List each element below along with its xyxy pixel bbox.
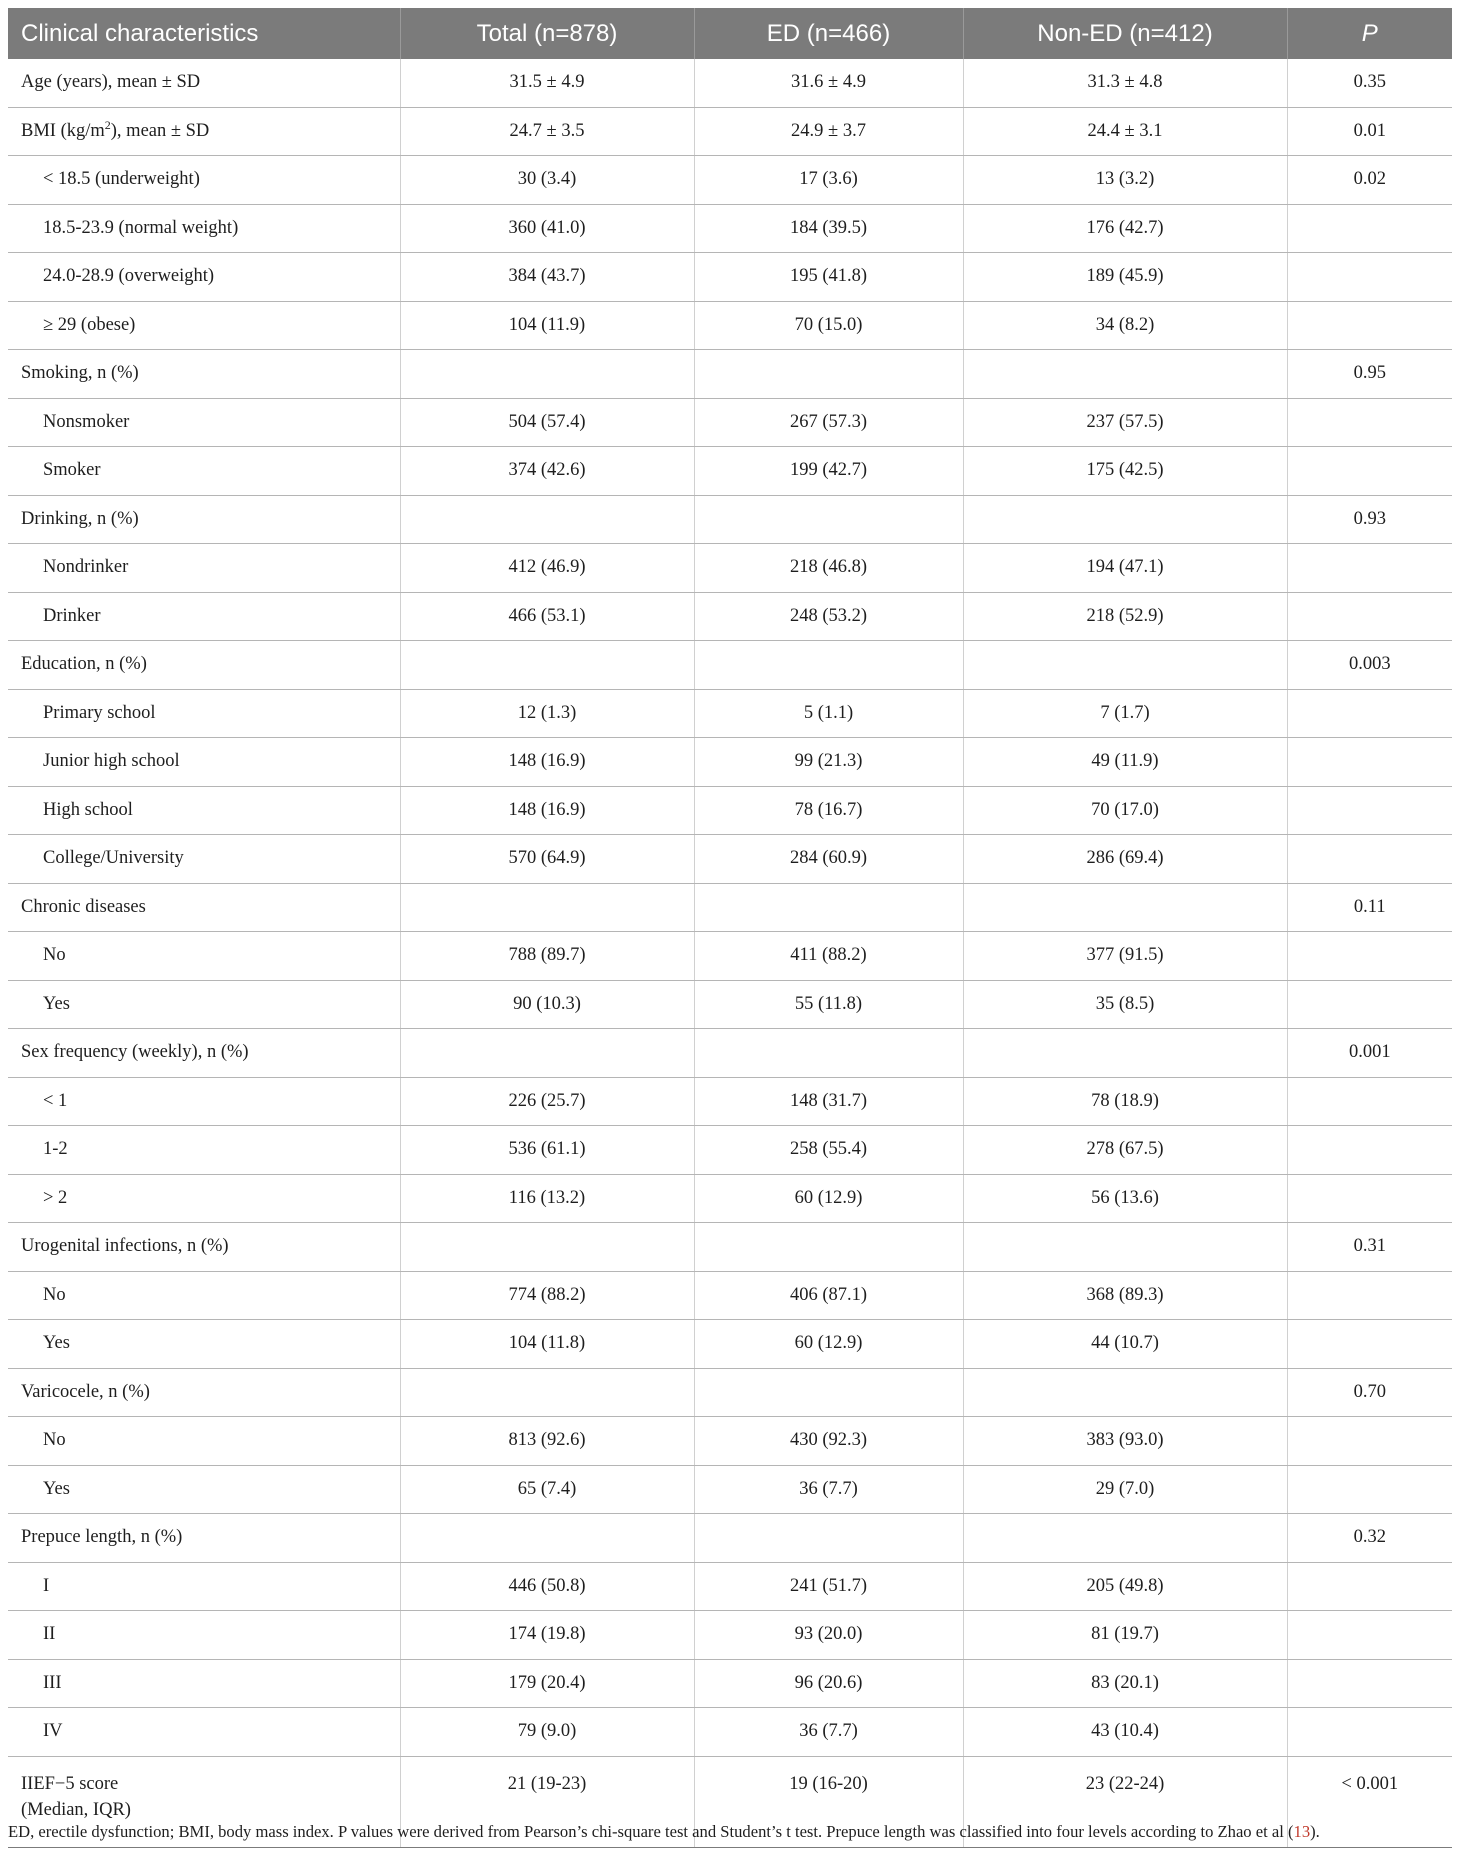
row-label [8,1659,400,1708]
cell-non-ed: 176 (42.7) [963,204,1287,253]
cell-total [400,883,694,932]
cell-non-ed: 34 (8.2) [963,301,1287,350]
row-label-text: > 2 [43,1187,68,1208]
header-ed: ED (n=466) [694,8,963,59]
cell-total: 536 (61.1) [400,1126,694,1175]
cell-total: 65 (7.4) [400,1465,694,1514]
row-label-text: Nonsmoker [43,411,130,432]
row-label [8,1029,400,1078]
row-label [8,1126,400,1175]
cell-total [400,641,694,690]
table-row [8,398,1452,447]
row-label-superscript: 2 [104,117,111,132]
table-row [8,1514,1452,1563]
cell-non-ed: 383 (93.0) [963,1417,1287,1466]
cell-total: 31.5 ± 4.9 [400,59,694,107]
row-label-text: I [43,1575,50,1596]
header-non-ed: Non-ED (n=412) [963,8,1287,59]
table-footnote [8,1822,1458,1842]
cell-p-value: 0.003 [1287,641,1452,690]
table-row [8,1223,1452,1272]
cell-ed [694,1514,963,1563]
table-row [8,1611,1452,1660]
cell-p-value [1287,1126,1452,1175]
row-label [8,1077,400,1126]
cell-non-ed [963,1368,1287,1417]
table-row [8,1320,1452,1369]
clinical-characteristics-table [8,8,1452,1848]
cell-non-ed [963,1029,1287,1078]
cell-p-value [1287,1174,1452,1223]
cell-non-ed [963,1223,1287,1272]
cell-p-value: 0.35 [1287,59,1452,107]
row-label-text: Varicocele, n (%) [21,1381,150,1402]
cell-non-ed: 278 (67.5) [963,1126,1287,1175]
cell-ed: 60 (12.9) [694,1320,963,1369]
row-label-text: Yes [43,1333,70,1354]
cell-ed: 241 (51.7) [694,1562,963,1611]
header-p-label: P [1361,19,1378,47]
cell-p-value [1287,1417,1452,1466]
cell-non-ed: 189 (45.9) [963,253,1287,302]
cell-ed: 24.9 ± 3.7 [694,107,963,156]
cell-p-value [1287,447,1452,496]
header-row [8,8,1452,59]
row-label-text: II [43,1624,56,1645]
table-row [8,1417,1452,1466]
row-label-text: ≥ 29 (obese) [43,314,136,335]
cell-non-ed: 70 (17.0) [963,786,1287,835]
footnote-end: ). [1310,1822,1320,1841]
cell-non-ed: 13 (3.2) [963,156,1287,205]
cell-total: 774 (88.2) [400,1271,694,1320]
table-row [8,204,1452,253]
table-container [8,8,1452,1848]
row-label-text: 24.0-28.9 (overweight) [43,266,215,287]
cell-non-ed: 377 (91.5) [963,932,1287,981]
table-row [8,1659,1452,1708]
row-label-text: No [43,1430,66,1451]
cell-p-value [1287,204,1452,253]
cell-p-value: 0.31 [1287,1223,1452,1272]
table-row [8,107,1452,156]
cell-ed: 19 (16-20) [694,1756,963,1847]
table-row [8,350,1452,399]
cell-total: 116 (13.2) [400,1174,694,1223]
row-label-text: Junior high school [43,751,180,772]
cell-p-value [1287,592,1452,641]
table-header [8,8,1452,59]
cell-ed: 248 (53.2) [694,592,963,641]
table-row [8,1465,1452,1514]
cell-total [400,1514,694,1563]
row-label-text: < 18.5 (underweight) [43,169,200,190]
cell-p-value [1287,980,1452,1029]
cell-total: 104 (11.8) [400,1320,694,1369]
cell-total [400,1029,694,1078]
row-label [8,1465,400,1514]
cell-ed: 406 (87.1) [694,1271,963,1320]
row-label [8,1223,400,1272]
row-label [8,204,400,253]
cell-total: 148 (16.9) [400,786,694,835]
row-label [8,689,400,738]
cell-ed: 218 (46.8) [694,544,963,593]
cell-non-ed: 31.3 ± 4.8 [963,59,1287,107]
cell-p-value: < 0.001 [1287,1756,1452,1847]
cell-non-ed: 43 (10.4) [963,1708,1287,1757]
cell-p-value [1287,301,1452,350]
cell-ed [694,495,963,544]
cell-total: 79 (9.0) [400,1708,694,1757]
table-row [8,689,1452,738]
cell-non-ed: 23 (22-24) [963,1756,1287,1847]
cell-p-value [1287,1611,1452,1660]
table-row [8,544,1452,593]
footnote-reference-link[interactable]: 13 [1293,1822,1311,1841]
table-row [8,156,1452,205]
cell-ed [694,883,963,932]
row-label [8,1271,400,1320]
cell-p-value: 0.11 [1287,883,1452,932]
cell-ed [694,1223,963,1272]
cell-total: 788 (89.7) [400,932,694,981]
table-row [8,1126,1452,1175]
row-label-text: College/University [43,848,184,869]
cell-p-value [1287,1465,1452,1514]
cell-p-value [1287,1271,1452,1320]
row-label [8,59,400,107]
cell-total: 21 (19-23) [400,1756,694,1847]
table-row [8,592,1452,641]
row-label-text: BMI (kg/m [21,120,105,141]
row-label-text: Chronic diseases [21,896,146,917]
row-label-text: Education, n (%) [21,654,147,675]
cell-p-value [1287,932,1452,981]
row-label [8,1708,400,1757]
cell-p-value [1287,253,1452,302]
cell-non-ed: 237 (57.5) [963,398,1287,447]
cell-p-value [1287,1659,1452,1708]
cell-total: 412 (46.9) [400,544,694,593]
row-label [8,1562,400,1611]
cell-total: 570 (64.9) [400,835,694,884]
row-label-text: Yes [43,993,70,1014]
footnote-text: ED, erectile dysfunction; BMI, body mass index. P values were derived from Pearson’s chi-square test and Student’s t test. Prepuce length was classified into four levels according to Zhao et al ( [8,1822,1294,1841]
cell-ed: 55 (11.8) [694,980,963,1029]
cell-total: 179 (20.4) [400,1659,694,1708]
row-label [8,1514,400,1563]
cell-non-ed [963,495,1287,544]
cell-ed: 17 (3.6) [694,156,963,205]
row-label-text: 18.5-23.9 (normal weight) [43,217,239,238]
cell-ed: 31.6 ± 4.9 [694,59,963,107]
cell-p-value [1287,786,1452,835]
cell-p-value: 0.02 [1287,156,1452,205]
cell-p-value [1287,1320,1452,1369]
cell-p-value: 0.001 [1287,1029,1452,1078]
cell-p-value [1287,1077,1452,1126]
row-label [8,156,400,205]
row-label [8,1320,400,1369]
row-label-text: Prepuce length, n (%) [21,1527,183,1548]
row-label [8,786,400,835]
cell-non-ed: 81 (19.7) [963,1611,1287,1660]
cell-non-ed: 368 (89.3) [963,1271,1287,1320]
cell-total: 504 (57.4) [400,398,694,447]
table-row [8,1029,1452,1078]
row-label-text: Yes [43,1478,70,1499]
table-row [8,1368,1452,1417]
table-row [8,495,1452,544]
cell-ed: 184 (39.5) [694,204,963,253]
cell-ed: 258 (55.4) [694,1126,963,1175]
cell-non-ed: 286 (69.4) [963,835,1287,884]
header-p [1287,8,1452,59]
row-label-second-line: (Median, IQR) [21,1799,131,1820]
table-row [8,253,1452,302]
row-label [8,398,400,447]
row-label-text: No [43,945,66,966]
table-row [8,1708,1452,1757]
row-label [8,641,400,690]
cell-ed: 411 (88.2) [694,932,963,981]
cell-total: 30 (3.4) [400,156,694,205]
table-row [8,1077,1452,1126]
cell-p-value [1287,398,1452,447]
cell-p-value [1287,1708,1452,1757]
cell-total [400,495,694,544]
cell-ed: 60 (12.9) [694,1174,963,1223]
row-label-text: Smoker [43,460,101,481]
row-label [8,738,400,787]
row-label-text: Drinker [43,605,101,626]
cell-non-ed: 194 (47.1) [963,544,1287,593]
table-row [8,1271,1452,1320]
cell-non-ed: 7 (1.7) [963,689,1287,738]
cell-p-value [1287,738,1452,787]
table-row [8,786,1452,835]
cell-ed: 199 (42.7) [694,447,963,496]
cell-ed: 284 (60.9) [694,835,963,884]
header-characteristics: Clinical characteristics [8,8,400,59]
cell-non-ed: 44 (10.7) [963,1320,1287,1369]
row-label [8,980,400,1029]
row-label [8,544,400,593]
cell-p-value: 0.93 [1287,495,1452,544]
table-row [8,932,1452,981]
cell-non-ed: 218 (52.9) [963,592,1287,641]
row-label-text: Age (years), mean ± SD [21,72,201,93]
cell-total: 12 (1.3) [400,689,694,738]
cell-ed: 70 (15.0) [694,301,963,350]
cell-non-ed: 29 (7.0) [963,1465,1287,1514]
row-label-text: Smoking, n (%) [21,363,139,384]
cell-non-ed: 35 (8.5) [963,980,1287,1029]
row-label [8,253,400,302]
cell-non-ed: 83 (20.1) [963,1659,1287,1708]
row-label-tail: ), mean ± SD [110,120,210,141]
row-label-text: Primary school [43,702,156,723]
row-label [8,883,400,932]
cell-p-value: 0.32 [1287,1514,1452,1563]
cell-total: 813 (92.6) [400,1417,694,1466]
cell-ed [694,350,963,399]
cell-total: 104 (11.9) [400,301,694,350]
row-label [8,301,400,350]
row-label [8,447,400,496]
cell-non-ed [963,350,1287,399]
cell-p-value: 0.95 [1287,350,1452,399]
row-label-text: No [43,1284,66,1305]
row-label-text: Nondrinker [43,557,129,578]
cell-ed: 430 (92.3) [694,1417,963,1466]
row-label [8,107,400,156]
cell-ed: 96 (20.6) [694,1659,963,1708]
row-label-text: Sex frequency (weekly), n (%) [21,1042,249,1063]
cell-total: 174 (19.8) [400,1611,694,1660]
cell-total: 24.7 ± 3.5 [400,107,694,156]
table-row [8,1174,1452,1223]
cell-total: 90 (10.3) [400,980,694,1029]
cell-p-value: 0.01 [1287,107,1452,156]
row-label [8,835,400,884]
cell-p-value [1287,544,1452,593]
cell-non-ed [963,883,1287,932]
cell-p-value [1287,835,1452,884]
table-row [8,980,1452,1029]
cell-total [400,1223,694,1272]
cell-non-ed [963,1514,1287,1563]
row-label [8,592,400,641]
cell-total: 226 (25.7) [400,1077,694,1126]
cell-total: 384 (43.7) [400,253,694,302]
row-label-text: III [43,1672,62,1693]
cell-total [400,1368,694,1417]
cell-ed: 93 (20.0) [694,1611,963,1660]
row-label-text: Drinking, n (%) [21,508,139,529]
row-label [8,350,400,399]
cell-total: 446 (50.8) [400,1562,694,1611]
cell-ed: 36 (7.7) [694,1708,963,1757]
cell-total: 148 (16.9) [400,738,694,787]
cell-ed [694,641,963,690]
cell-total: 466 (53.1) [400,592,694,641]
cell-ed: 267 (57.3) [694,398,963,447]
table-row [8,59,1452,107]
row-label-text: IIEF−5 score [21,1773,119,1794]
cell-p-value: 0.70 [1287,1368,1452,1417]
cell-total: 360 (41.0) [400,204,694,253]
cell-ed [694,1029,963,1078]
table-row [8,447,1452,496]
cell-ed: 195 (41.8) [694,253,963,302]
row-label [8,495,400,544]
cell-ed: 148 (31.7) [694,1077,963,1126]
row-label-text: < 1 [43,1090,68,1111]
cell-non-ed: 205 (49.8) [963,1562,1287,1611]
row-label [8,1368,400,1417]
cell-ed [694,1368,963,1417]
row-label [8,1417,400,1466]
cell-non-ed: 56 (13.6) [963,1174,1287,1223]
cell-non-ed: 78 (18.9) [963,1077,1287,1126]
table-row [8,301,1452,350]
table-row [8,641,1452,690]
cell-ed: 5 (1.1) [694,689,963,738]
cell-p-value [1287,689,1452,738]
row-label-text: High school [43,799,133,820]
row-label-text: IV [43,1721,63,1742]
row-label [8,1174,400,1223]
table-row [8,883,1452,932]
cell-ed: 99 (21.3) [694,738,963,787]
header-total: Total (n=878) [400,8,694,59]
cell-non-ed: 24.4 ± 3.1 [963,107,1287,156]
cell-non-ed: 49 (11.9) [963,738,1287,787]
cell-total [400,350,694,399]
cell-total: 374 (42.6) [400,447,694,496]
cell-ed: 36 (7.7) [694,1465,963,1514]
cell-ed: 78 (16.7) [694,786,963,835]
row-label-text: 1-2 [43,1139,68,1160]
row-label [8,932,400,981]
row-label-text: Urogenital infections, n (%) [21,1236,229,1257]
row-label [8,1611,400,1660]
cell-p-value [1287,1562,1452,1611]
table-row [8,738,1452,787]
cell-non-ed [963,641,1287,690]
table-row [8,1562,1452,1611]
table-row [8,835,1452,884]
table-body [8,59,1452,1847]
cell-non-ed: 175 (42.5) [963,447,1287,496]
